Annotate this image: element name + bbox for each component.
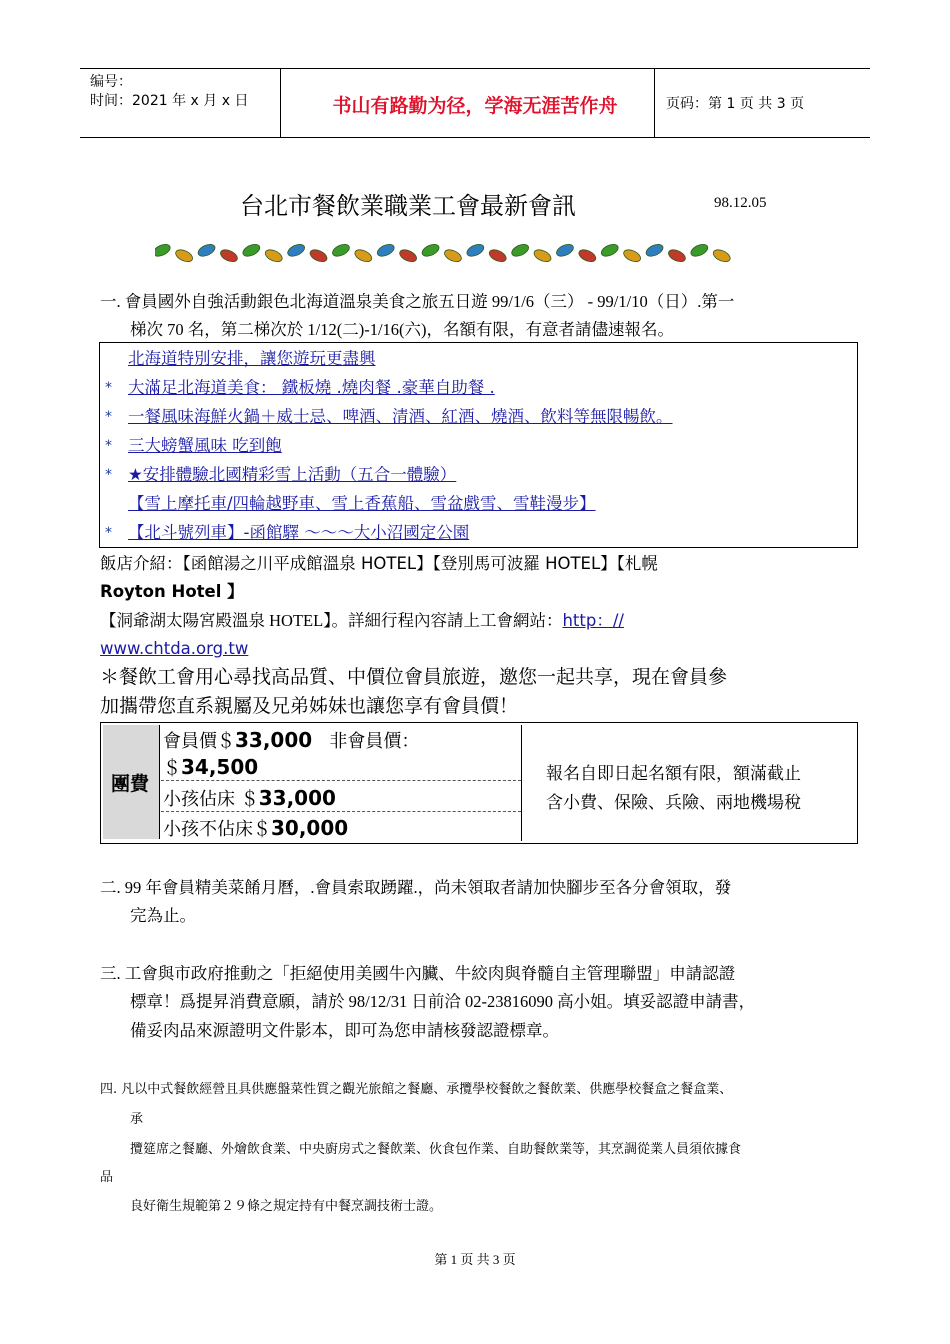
price-includes-note: 含小費、保險、兵險、兩地機場稅 xyxy=(546,793,801,813)
row-divider xyxy=(161,811,521,812)
itinerary-item-link[interactable]: 【北斗號列車】-函館驛 ～～～大小沼國定公園 xyxy=(128,523,470,542)
leaf-icon xyxy=(241,242,262,259)
page-footer: 第 1 页 共 3 页 xyxy=(434,1252,516,1267)
document-title: 台北市餐飲業職業工會最新會訊 xyxy=(240,192,576,220)
itinerary-item-link[interactable]: 北海道特別安排，讓您遊玩更盡興 xyxy=(128,349,376,368)
hotel-intro-line1: 飯店介紹：【函館湯之川平成館溫泉 HOTEL】【登別馬可波羅 HOTEL】【札幌 xyxy=(100,554,658,573)
time-label: 时间：2021 年 x 月 x 日 xyxy=(90,93,249,109)
leaf-icon xyxy=(555,242,576,259)
child-nobed-label: 小孩不佔床＄ xyxy=(163,819,271,840)
bullet-star: * xyxy=(105,438,112,454)
itinerary-item-link[interactable]: ★安排體驗北國精彩雪上活動（五合一體驗） xyxy=(128,465,457,484)
section4-line4: 品 xyxy=(100,1170,114,1185)
child-bed-price: 33,000 xyxy=(258,786,336,810)
child-nobed-row xyxy=(163,815,348,841)
bullet-star: * xyxy=(105,467,112,483)
section4-line5: 良好衛生規範第２９條之規定持有中餐烹調技術士證。 xyxy=(130,1199,443,1214)
section3-line1: 三. 工會與市政府推動之「拒絕使用美國牛內臟、牛絞肉與脊髓自主管理聯盟」申請認證 xyxy=(100,964,736,983)
child-nobed-price: 30,000 xyxy=(271,816,349,840)
member-invite-line2: 加攜帶您直系親屬及兄弟姊妹也讓您享有會員價！ xyxy=(100,695,519,717)
bullet-star: * xyxy=(105,380,112,396)
leaf-icon xyxy=(263,247,284,264)
leaf-icon xyxy=(174,247,195,264)
leaf-icon xyxy=(196,242,217,259)
leaf-icon xyxy=(398,247,419,264)
leaf-icon xyxy=(286,242,307,259)
member-price-label: 會員價＄ xyxy=(163,731,235,752)
member-price-row xyxy=(163,727,419,753)
website-link[interactable]: www.chtda.org.tw xyxy=(100,639,249,658)
itinerary-highlights-box xyxy=(99,342,858,548)
section2-line2: 完為止。 xyxy=(130,906,196,925)
tour-price-table xyxy=(100,722,858,844)
row-divider xyxy=(161,780,521,781)
leaf-icon xyxy=(667,247,688,264)
section3-line2: 標章！爲提昇消費意願，請於 98/12/31 日前洽 02-23816090 高小姐。填妥認證申請書， xyxy=(130,992,756,1011)
hotel-intro-line2: Royton Hotel 】 xyxy=(100,582,244,601)
section4-line2: 承 xyxy=(130,1112,144,1127)
child-bed-label: 小孩佔床 ＄ xyxy=(163,789,259,810)
bullet-star: * xyxy=(105,409,112,425)
hotel-intro-line3 xyxy=(100,607,624,635)
member-price: 33,000 xyxy=(235,728,313,752)
nonmember-currency: ＄ xyxy=(163,758,181,779)
leaf-icon xyxy=(375,242,396,259)
member-invite-line1: ＊餐飲工會用心尋找高品質、中價位會員旅遊，邀您一起共享，現在會員參 xyxy=(100,666,728,688)
hotel-intro-text: 【洞爺湖太陽宮殿溫泉 HOTEL】。詳細行程內容請上工會網站： xyxy=(100,611,563,630)
page-header xyxy=(80,68,870,138)
header-divider xyxy=(280,69,281,137)
leaf-icon xyxy=(689,242,710,259)
leaf-icon xyxy=(644,242,665,259)
section3-line3: 備妥肉品來源證明文件影本，即可為您申請核發認證標章。 xyxy=(130,1021,559,1040)
registration-note: 報名自即日起名額有限，額滿截止 xyxy=(546,764,801,784)
website-link-part1[interactable]: http：// xyxy=(562,611,624,630)
bullet-star: * xyxy=(105,525,112,541)
table-divider xyxy=(521,725,522,841)
leaf-border-ornament xyxy=(155,240,747,266)
section1-line2: 梯次 70 名，第二梯次於 1/12(二)-1/16(六)，名額有限，有意者請儘速報名。 xyxy=(130,320,675,339)
nonmember-price-row xyxy=(163,754,258,780)
leaf-icon xyxy=(331,242,352,259)
website-link-line xyxy=(100,635,248,663)
section4-line1: 四. 凡以中式餐飲經營且具供應盤菜性質之觀光旅館之餐廳、承攬學校餐飲之餐飲業、供應學校餐盒之餐盒業、 xyxy=(100,1082,733,1097)
leaf-icon xyxy=(599,242,620,259)
page-number-label: 页码：第 1 页 共 3 页 xyxy=(666,96,805,112)
leaf-icon xyxy=(510,242,531,259)
leaf-icon xyxy=(155,242,172,259)
itinerary-item-link[interactable]: 大滿足北海道美食： 鐵板燒 .燒肉餐 .豪華自助餐 . xyxy=(128,378,495,397)
leaf-icon xyxy=(487,247,508,264)
leaf-icon xyxy=(465,242,486,259)
itinerary-item-link[interactable]: 一餐風味海鮮火鍋＋威士忌、啤酒、清酒、紅酒、燒酒、飲料等無限暢飲。 xyxy=(128,407,673,426)
leaf-icon xyxy=(622,247,643,264)
leaf-icon xyxy=(577,247,598,264)
price-label: 團費 xyxy=(111,773,150,795)
leaf-icon xyxy=(353,247,374,264)
leaf-icon xyxy=(219,247,240,264)
itinerary-item-link[interactable]: 【雪上摩托車/四輪越野車、雪上香蕉船、雪盆戲雪、雪鞋漫步】 xyxy=(128,494,596,513)
price-label-cell xyxy=(103,725,160,839)
leaf-icon xyxy=(308,247,329,264)
itinerary-item-link[interactable]: 三大螃蟹風味 吃到飽 xyxy=(128,436,282,455)
child-bed-row xyxy=(163,785,336,811)
section1-line1: 一. 會員國外自強活動銀色北海道溫泉美食之旅五日遊 99/1/6（三） - 99/1/10（日）.第一 xyxy=(100,292,735,311)
leaf-icon xyxy=(420,242,441,259)
nonmember-price: 34,500 xyxy=(181,755,259,779)
leaf-icon xyxy=(443,247,464,264)
section2-line1: 二. 99 年會員精美菜餚月曆，.會員索取踴躍.，尚未領取者請加快腳步至各分會領取，發 xyxy=(100,878,732,897)
header-motto: 书山有路勤为径，学海无涯苦作舟 xyxy=(332,95,618,117)
document-date: 98.12.05 xyxy=(714,195,767,211)
nonmember-price-label: 非會員價： xyxy=(329,731,420,752)
number-label: 编号： xyxy=(90,74,132,90)
section4-line3: 攬筵席之餐廳、外燴飲食業、中央廚房式之餐飲業、伙食包作業、自助餐飲業等，其烹調從業人員須依據食 xyxy=(130,1142,742,1157)
header-divider xyxy=(654,69,655,137)
header-meta xyxy=(90,73,248,111)
leaf-icon xyxy=(532,247,553,264)
leaf-icon xyxy=(711,247,732,264)
